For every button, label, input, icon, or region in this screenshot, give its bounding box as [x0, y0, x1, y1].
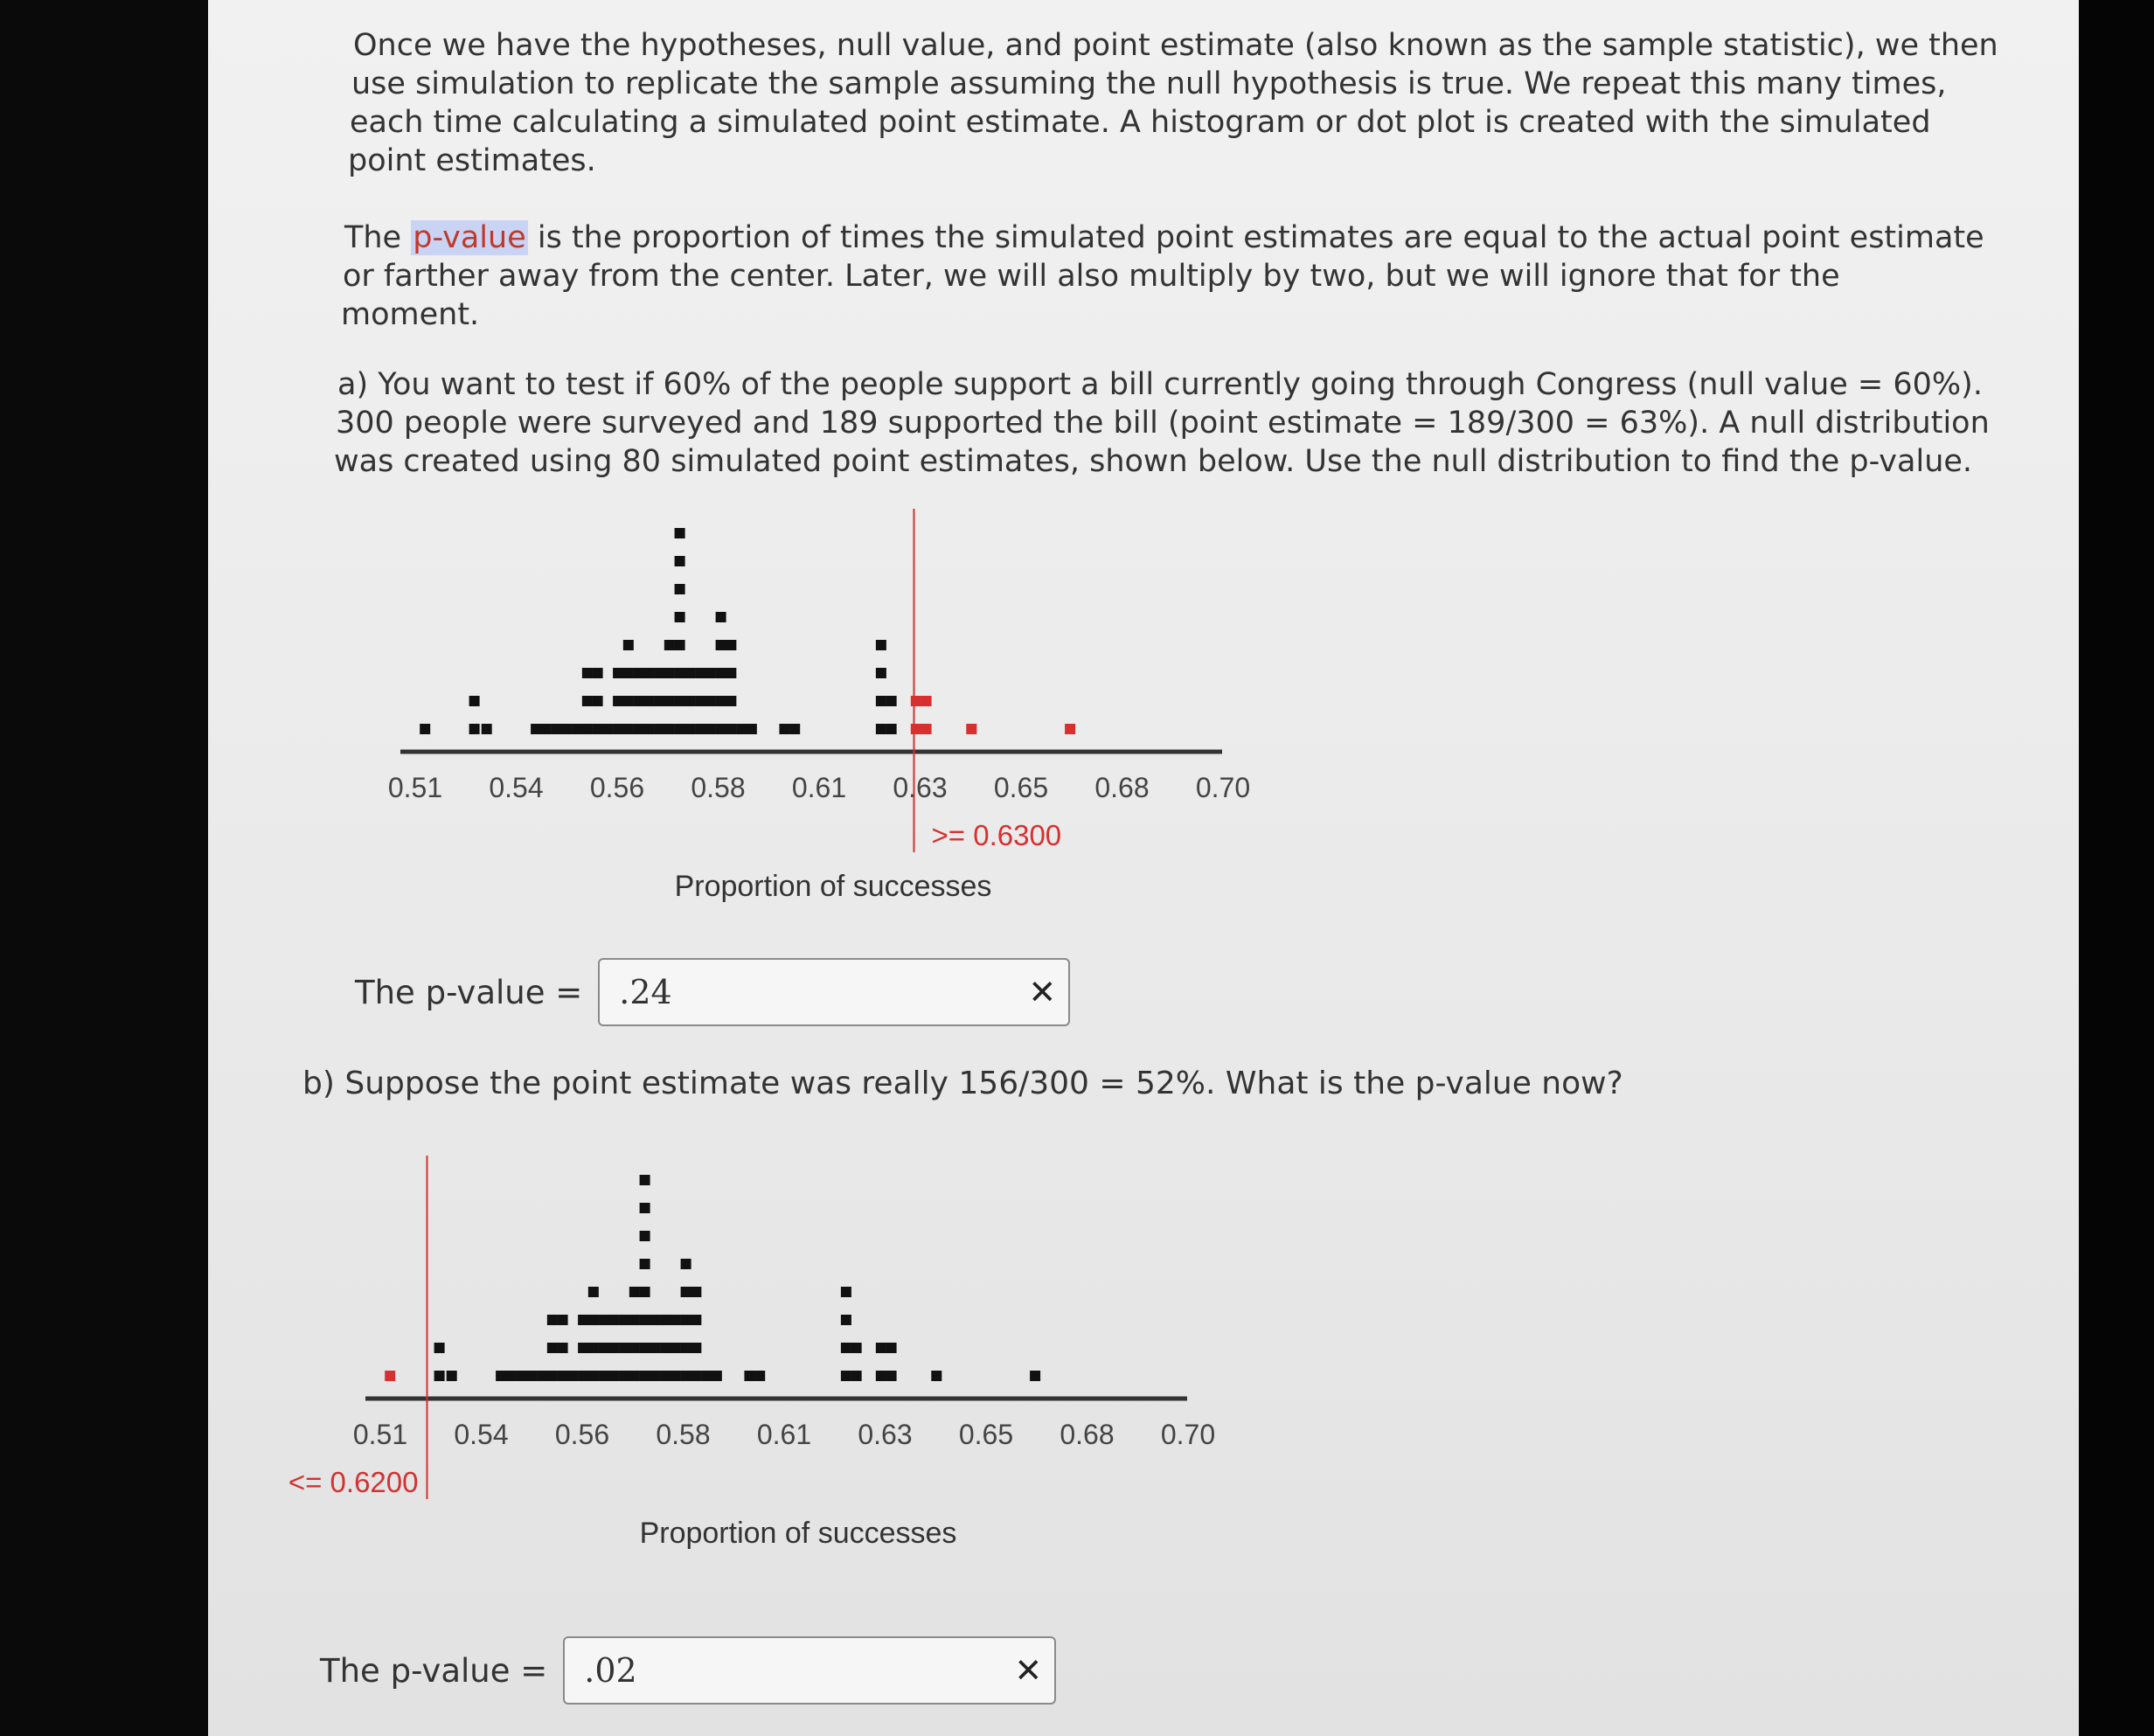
data-dot: [664, 640, 675, 650]
data-dot: [841, 1371, 851, 1381]
data-dot: [558, 1315, 568, 1325]
data-dot: [547, 1315, 558, 1325]
cutoff-label: >= 0.6300: [931, 819, 1062, 851]
pvalue-def-after: is the proportion of times the simulated point estimates are equal to the actual point estimate: [527, 220, 1984, 255]
data-dot: [664, 696, 675, 706]
data-dot: [593, 696, 603, 706]
data-dot: [613, 668, 623, 678]
part-a-line-1: a) You want to test if 60% of the people support a bill currently going through Congress (null value = 60%).: [337, 367, 1983, 402]
data-dot: [588, 1371, 599, 1381]
data-dot: [695, 724, 705, 734]
data-dot: [691, 1343, 701, 1353]
data-dot: [921, 696, 932, 706]
data-dot: [681, 1371, 691, 1381]
data-dot: [643, 696, 654, 706]
data-dot: [671, 1343, 681, 1353]
data-dot: [691, 1287, 701, 1297]
data-dot: [654, 668, 664, 678]
data-dot: [705, 696, 716, 706]
data-dot: [851, 1343, 862, 1353]
data-dot: [931, 1371, 942, 1381]
data-dot: [537, 1371, 547, 1381]
intro-line-2: use simulation to replicate the sample assuming the null hypothesis is true. We repeat this many times,: [351, 66, 1947, 101]
x-tick-label: 0.51: [387, 772, 443, 803]
data-dot: [526, 1371, 537, 1381]
intro-line-1: Once we have the hypotheses, null value, and point estimate (also known as the sample statistic), we then: [353, 28, 1998, 63]
data-dot: [716, 640, 726, 650]
data-dot: [675, 668, 685, 678]
x-tick-label: 0.65: [993, 772, 1049, 803]
data-dot: [671, 1371, 681, 1381]
data-dot: [447, 1371, 457, 1381]
data-dot: [684, 724, 695, 734]
data-dot: [582, 696, 593, 706]
answer-row-b: [320, 1636, 1056, 1705]
data-dot: [660, 1315, 671, 1325]
data-dot: [681, 1287, 691, 1297]
data-dot: [561, 724, 572, 734]
data-dot: [469, 696, 480, 706]
data-dot: [747, 724, 757, 734]
data-dot: [602, 724, 613, 734]
data-dot: [593, 668, 603, 678]
dot-plot-b-svg: [288, 1145, 1449, 1556]
pvalue-definition-line-3: moment.: [341, 297, 480, 332]
data-dot: [547, 1371, 558, 1381]
data-dot: [634, 696, 644, 706]
data-dot: [675, 696, 685, 706]
data-dot: [434, 1371, 445, 1381]
data-dot: [684, 668, 695, 678]
x-tick-label: 0.51: [352, 1419, 408, 1450]
data-dot: [1030, 1371, 1040, 1381]
data-dot: [608, 1315, 619, 1325]
data-dot: [671, 1315, 681, 1325]
data-dot: [691, 1315, 701, 1325]
intro-line-4: point estimates.: [348, 143, 596, 178]
data-dot: [851, 1371, 862, 1381]
x-tick-label: 0.63: [858, 1419, 913, 1450]
data-dot: [654, 724, 664, 734]
intro-line-3: each time calculating a simulated point estimate. A histogram or dot plot is created with the simulated: [350, 105, 1931, 140]
data-dot: [664, 668, 675, 678]
pvalue-label-a: The p-value =: [355, 973, 583, 1011]
x-tick-label: 0.61: [791, 772, 847, 803]
cutoff-label: <= 0.6200: [288, 1466, 419, 1498]
data-dot: [640, 1203, 650, 1213]
data-dot: [629, 1371, 640, 1381]
data-dot: [640, 1371, 650, 1381]
data-dot: [619, 1315, 629, 1325]
data-dot: [517, 1371, 527, 1381]
data-dot: [599, 1343, 609, 1353]
data-dot: [608, 1371, 619, 1381]
pvalue-input-b[interactable]: [563, 1636, 1056, 1705]
data-dot: [469, 724, 480, 734]
data-dot: [643, 724, 654, 734]
data-dot: [640, 1343, 650, 1353]
part-a-line-2: 300 people were surveyed and 189 supported the bill (point estimate = 189/300 = 63%). A null distribution: [336, 406, 1990, 441]
data-dot: [582, 724, 593, 734]
data-dot: [886, 724, 897, 734]
data-dot: [640, 1231, 650, 1241]
pvalue-input-a[interactable]: [598, 958, 1070, 1026]
data-dot: [675, 724, 685, 734]
data-dot: [623, 668, 634, 678]
data-dot: [629, 1315, 640, 1325]
x-tick-label: 0.65: [958, 1419, 1014, 1450]
data-dot: [619, 1343, 629, 1353]
dot-plot-a-svg: [348, 498, 1484, 909]
data-dot: [716, 696, 726, 706]
data-dot: [744, 1371, 754, 1381]
data-dot: [681, 1343, 691, 1353]
pvalue-input-a-value[interactable]: .24: [619, 973, 672, 1011]
data-dot: [681, 1259, 691, 1269]
pvalue-label-b: The p-value =: [320, 1651, 548, 1690]
x-tick-label: 0.61: [756, 1419, 812, 1450]
data-dot: [552, 724, 562, 734]
data-dot: [841, 1343, 851, 1353]
data-dot: [640, 1315, 650, 1325]
data-dot: [593, 724, 603, 734]
data-dot: [613, 696, 623, 706]
data-dot: [876, 640, 886, 650]
data-dot: [664, 724, 675, 734]
data-dot: [779, 724, 789, 734]
data-dot: [660, 1343, 671, 1353]
data-dot: [701, 1371, 712, 1381]
x-tick-label: 0.68: [1060, 1419, 1115, 1450]
answer-row-a: [355, 958, 1070, 1026]
data-dot: [726, 724, 736, 734]
data-dot: [691, 1371, 701, 1381]
data-dot: [876, 724, 886, 734]
data-dot: [695, 696, 705, 706]
data-dot: [876, 1343, 886, 1353]
dot-plot-a: [348, 498, 1484, 909]
data-dot: [911, 724, 921, 734]
data-dot: [640, 1175, 650, 1185]
data-dot: [660, 1371, 671, 1381]
data-dot: [608, 1343, 619, 1353]
data-dot: [640, 1287, 650, 1297]
data-dot: [578, 1315, 588, 1325]
data-dot: [876, 668, 886, 678]
x-tick-label: 0.70: [1195, 772, 1251, 803]
dot-plot-b: [288, 1145, 1449, 1556]
x-tick-label: 0.68: [1094, 772, 1150, 803]
pvalue-def-before: The: [344, 220, 412, 255]
data-dot: [629, 1287, 640, 1297]
x-tick-label: 0.70: [1160, 1419, 1216, 1450]
data-dot: [911, 696, 921, 706]
data-dot: [736, 724, 747, 734]
data-dot: [716, 724, 726, 734]
data-dot: [619, 1371, 629, 1381]
x-tick-label: 0.56: [589, 772, 645, 803]
data-dot: [841, 1287, 851, 1297]
pvalue-term-highlight: p-value: [413, 220, 526, 255]
data-dot: [1065, 724, 1075, 734]
part-a-line-3: was created using 80 simulated point estimates, shown below. Use the null distribution to find the p-value.: [334, 444, 1973, 479]
data-dot: [578, 1343, 588, 1353]
data-dot: [588, 1287, 599, 1297]
data-dot: [681, 1315, 691, 1325]
data-dot: [482, 724, 492, 734]
device-bezel-left: [0, 0, 208, 1736]
data-dot: [599, 1315, 609, 1325]
data-dot: [634, 668, 644, 678]
data-dot: [650, 1371, 660, 1381]
pvalue-definition-line-2: or farther away from the center. Later, we will also multiply by two, but we will ignore that for the: [343, 259, 1840, 294]
data-dot: [886, 1343, 897, 1353]
part-b-question: b) Suppose the point estimate was really 156/300 = 52%. What is the p-value now?: [302, 1066, 1623, 1101]
pvalue-definition-line-1: [344, 219, 1984, 257]
data-dot: [629, 1343, 640, 1353]
data-dot: [654, 696, 664, 706]
x-axis-title: Proportion of successes: [674, 870, 992, 903]
data-dot: [582, 668, 593, 678]
data-dot: [385, 1371, 395, 1381]
data-dot: [695, 668, 705, 678]
data-dot: [578, 1371, 588, 1381]
data-dot: [716, 668, 726, 678]
x-tick-label: 0.63: [893, 772, 948, 803]
data-dot: [623, 640, 634, 650]
x-tick-label: 0.56: [554, 1419, 610, 1450]
data-dot: [675, 528, 685, 538]
data-dot: [726, 668, 736, 678]
data-dot: [547, 1343, 558, 1353]
data-dot: [643, 668, 654, 678]
data-dot: [675, 612, 685, 622]
data-dot: [558, 1343, 568, 1353]
device-bezel-right: [2079, 0, 2154, 1736]
data-dot: [567, 1371, 578, 1381]
data-dot: [613, 724, 623, 734]
data-dot: [650, 1343, 660, 1353]
data-dot: [726, 696, 736, 706]
data-dot: [675, 556, 685, 566]
x-tick-label: 0.54: [454, 1419, 509, 1450]
data-dot: [754, 1371, 765, 1381]
x-tick-label: 0.58: [656, 1419, 711, 1450]
data-dot: [434, 1343, 445, 1353]
data-dot: [506, 1371, 517, 1381]
data-dot: [572, 724, 582, 734]
data-dot: [966, 724, 976, 734]
clear-answer-b-icon[interactable]: ✕: [1014, 1651, 1043, 1690]
data-dot: [675, 584, 685, 594]
data-dot: [886, 1371, 897, 1381]
data-dot: [675, 640, 685, 650]
data-dot: [841, 1315, 851, 1325]
data-dot: [921, 724, 932, 734]
data-dot: [558, 1371, 568, 1381]
data-dot: [684, 696, 695, 706]
data-dot: [886, 696, 897, 706]
data-dot: [705, 668, 716, 678]
data-dot: [588, 1343, 599, 1353]
data-dot: [496, 1371, 506, 1381]
data-dot: [420, 724, 430, 734]
data-dot: [876, 1371, 886, 1381]
pvalue-input-b-value[interactable]: .02: [584, 1651, 637, 1690]
data-dot: [541, 724, 552, 734]
data-dot: [640, 1259, 650, 1269]
data-dot: [623, 724, 634, 734]
data-dot: [650, 1315, 660, 1325]
data-dot: [599, 1371, 609, 1381]
data-dot: [876, 696, 886, 706]
clear-answer-a-icon[interactable]: ✕: [1028, 973, 1057, 1011]
data-dot: [705, 724, 716, 734]
x-tick-label: 0.54: [489, 772, 544, 803]
data-dot: [623, 696, 634, 706]
data-dot: [588, 1315, 599, 1325]
data-dot: [726, 640, 736, 650]
data-dot: [712, 1371, 722, 1381]
x-tick-label: 0.58: [691, 772, 746, 803]
data-dot: [789, 724, 800, 734]
data-dot: [634, 724, 644, 734]
x-axis-title: Proportion of successes: [639, 1517, 957, 1550]
data-dot: [716, 612, 726, 622]
data-dot: [531, 724, 541, 734]
worksheet-page: [208, 0, 2079, 1736]
